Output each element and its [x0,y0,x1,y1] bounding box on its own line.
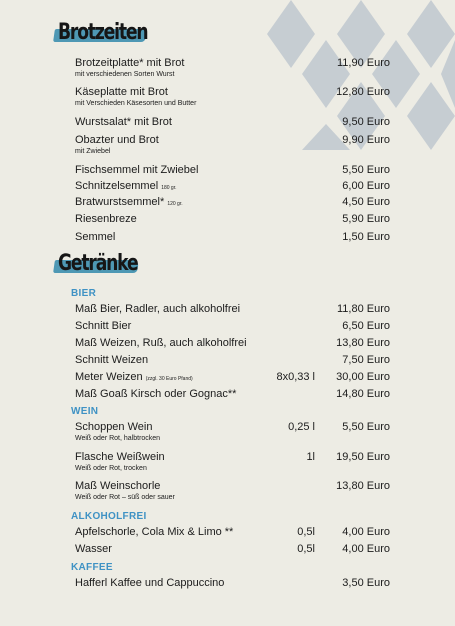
menu-item [75,354,390,367]
item-quantity: 8x0,33 l [276,371,315,383]
item-price: 12,80 Euro [336,86,390,98]
item-price: 4,00 Euro [342,526,390,538]
item-description: Weiß oder Rot, halbtrocken [75,435,161,442]
menu-item [75,134,390,156]
item-quantity: 0,5l [297,543,315,555]
item-name: Bratwurstsemmel* 120 gr. [75,196,183,208]
item-name: Maß Weizen, Ruß, auch alkoholfrei [75,337,247,349]
item-note: (zzgl. 30 Euro Pfand) [145,376,193,382]
item-description: Weiß oder Rot – süß oder sauer [75,494,175,501]
item-name: Hafferl Kaffee und Cappuccino [75,577,225,589]
menu-item [75,180,390,195]
item-price: 5,90 Euro [342,213,390,225]
heading-text: Brotzeiten [58,20,148,45]
item-price: 5,50 Euro [342,164,390,176]
item-price: 4,00 Euro [342,543,390,555]
menu-item [75,320,390,333]
item-quantity: 1l [306,451,315,463]
item-price: 9,50 Euro [342,116,390,128]
item-weight: 120 gr. [167,201,183,207]
menu-item [75,371,390,386]
item-name: Maß Bier, Radler, auch alkoholfrei [75,303,241,315]
item-price: 6,50 Euro [342,320,390,332]
item-quantity: 0,25 l [288,421,315,433]
item-name: Obazter und Brot [75,134,159,146]
item-price: 11,90 Euro [336,57,390,69]
item-price: 9,90 Euro [342,134,390,146]
menu-item [75,421,390,443]
item-name: Schnitt Weizen [75,354,149,366]
item-name: Semmel [75,231,116,243]
item-name: Riesenbreze [75,213,137,225]
item-name: Wurstsalat* mit Brot [75,116,172,128]
item-description: mit Verschieden Käsesorten und Butter [75,100,197,107]
item-name: Schnitt Bier [75,320,132,332]
item-price: 7,50 Euro [342,354,390,366]
item-price: 1,50 Euro [342,231,390,243]
item-name: Fischsemmel mit Zwiebel [75,164,199,176]
item-description: Weiß oder Rot, trocken [75,465,147,472]
item-quantity: 0,5l [297,526,315,538]
menu-item [75,164,390,177]
category-label-kaffee: KAFFEE [71,562,113,573]
menu-item [75,86,390,108]
category-label-wein: WEIN [71,406,99,417]
menu-item [75,451,390,473]
item-description: mit Zwiebel [75,148,111,155]
item-price: 6,00 Euro [342,180,390,192]
menu-item [75,577,390,590]
item-price: 13,80 Euro [336,337,390,349]
item-name: Käseplatte mit Brot [75,86,168,98]
item-price: 3,50 Euro [342,577,390,589]
item-description: mit verschiedenen Sorten Wurst [75,71,175,78]
heading-text: Getränke [58,251,138,276]
menu-item [75,116,390,129]
item-name: Flasche Weißwein [75,451,165,463]
menu-item [75,388,390,401]
item-price: 19,50 Euro [336,451,390,463]
section-heading-brotzeiten [58,22,173,44]
item-price: 30,00 Euro [336,371,390,383]
menu-item [75,57,390,79]
menu-item [75,543,390,556]
menu-item [75,480,390,502]
menu-item [75,213,390,226]
item-name: Wasser [75,543,112,555]
item-name: Maß Goaß Kirsch oder Gognac** [75,388,237,400]
item-name: Brotzeitplatte* mit Brot [75,57,185,69]
item-weight: 180 gr. [161,185,177,191]
category-label-alkoholfrei: ALKOHOLFREI [71,511,147,522]
item-price: 4,50 Euro [342,196,390,208]
item-name: Schoppen Wein [75,421,153,433]
item-price: 5,50 Euro [342,421,390,433]
menu-item [75,196,390,211]
menu-item [75,303,390,316]
menu-item [75,231,390,244]
item-price: 13,80 Euro [336,480,390,492]
item-price: 14,80 Euro [336,388,390,400]
menu-item [75,337,390,350]
item-name: Schnitzelsemmel 180 gr. [75,180,177,192]
menu-item [75,526,390,539]
item-name: Maß Weinschorle [75,480,161,492]
category-label-bier: BIER [71,288,97,299]
item-price: 11,80 Euro [336,303,390,315]
section-heading-getraenke [58,253,160,275]
item-name: Meter Weizen (zzgl. 30 Euro Pfand) [75,371,193,383]
item-name: Apfelschorle, Cola Mix & Limo ** [75,526,234,538]
